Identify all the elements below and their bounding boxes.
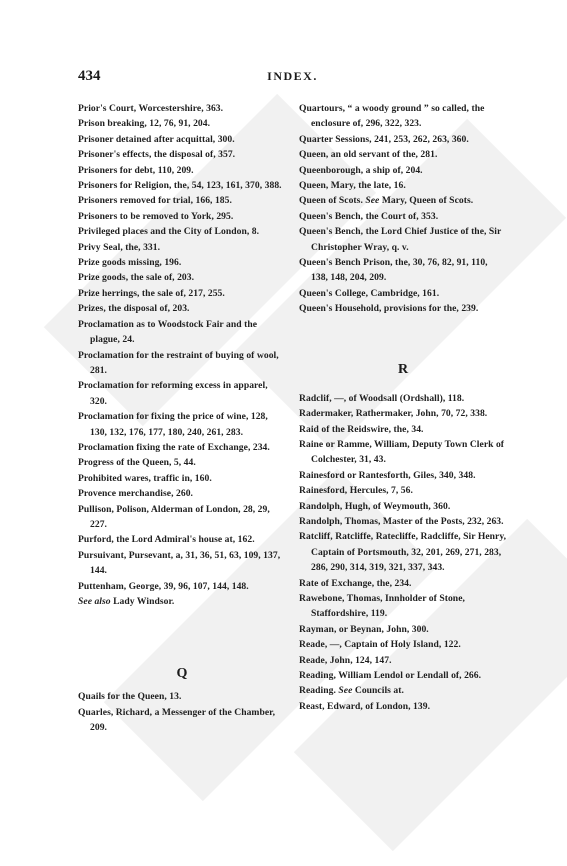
index-entry: Progress of the Queen, 5, 44. — [78, 457, 196, 469]
section-letter-q: Q — [176, 666, 188, 682]
index-entry: Proclamation for the restraint of buying of wool, 281. — [78, 349, 279, 376]
index-entry: Quarter Sessions, 241, 253, 262, 263, 360. — [299, 133, 469, 145]
index-entry: Prior's Court, Worcestershire, 363. — [78, 103, 224, 114]
index-entry: Queen's College, Cambridge, 161. — [299, 287, 440, 299]
index-entry: Prizes, the disposal of, 203. — [78, 303, 190, 315]
index-entry: Queen's Household, provisions for the, 239. — [299, 303, 479, 315]
index-entry: Rate of Exchange, the, 234. — [299, 577, 412, 589]
index-entry: Radclif, —, of Woodsall (Ordshall), 118. — [299, 392, 465, 404]
index-entry: Reading, William Lendol or Lendall of, 266. — [299, 670, 482, 681]
index-entry: Pullison, Polison, Alderman of London, 28, 29, 227. — [78, 503, 270, 530]
index-entry: Reade, —, Captain of Holy Island, 122. — [299, 639, 461, 651]
index-entry: Rainesford, Hercules, 7, 56. — [299, 485, 413, 497]
index-entry: Puttenham, George, 39, 96, 107, 144, 148. — [78, 580, 249, 592]
index-entry: Prize goods missing, 196. — [78, 257, 182, 269]
section-letter-r: R — [397, 361, 409, 377]
see-italic: See — [338, 685, 353, 697]
index-entry: Proclamation as to Woodstock Fair and the plague, 24. — [78, 318, 258, 346]
index-entry: Queen's Bench, the Court of, 353. — [299, 210, 439, 222]
entry-post: Mary, Queen of Scots. — [379, 195, 474, 207]
index-entry: Rawebone, Thomas, Innholder of Stone, Staffordshire, 119. — [299, 592, 465, 620]
index-entry: Quartours, “ a woody ground ” so called, the enclosure of, 296, 322, 323. — [299, 103, 485, 130]
entry-pre: Reading. — [299, 685, 339, 697]
index-entry: Prize herrings, the sale of, 217, 255. — [78, 287, 225, 299]
see-italic: See — [365, 195, 380, 207]
index-entry: Privileged places and the City of London, 8. — [78, 226, 260, 238]
right-entries-d — [299, 699, 507, 714]
left-entries-b — [78, 689, 286, 735]
right-entries-c — [299, 391, 507, 684]
left-entries-a — [78, 101, 286, 594]
index-entry: Proclamation for fixing the price of wine, 128, 130, 132, 176, 177, 180, 240, 261, 283. — [78, 411, 268, 438]
index-entry: Prize goods, the sale of, 203. — [78, 272, 195, 284]
index-entry: Prisoners to be removed to York, 295. — [78, 210, 234, 222]
index-entry-see-also — [78, 594, 286, 609]
index-entry: Prisoner detained after acquittal, 300. — [78, 133, 235, 145]
index-entry: Queen's Bench, the Lord Chief Justice of the, Sir Christopher Wray, q. v. — [299, 226, 502, 253]
index-entry: Queen's Bench Prison, the, 30, 76, 82, 91, 110, 138, 148, 204, 209. — [299, 257, 488, 284]
right-entries-a — [299, 101, 507, 193]
index-entry: Radermaker, Rathermaker, John, 70, 72, 338. — [299, 408, 488, 420]
index-entry: Randolph, Hugh, of Weymouth, 360. — [299, 500, 451, 512]
index-entry: Pursuivant, Pursevant, a, 31, 36, 51, 63, 109, 137, 144. — [78, 549, 281, 577]
index-entry: Rayman, or Beynan, John, 300. — [299, 623, 429, 635]
index-entry: Prison breaking, 12, 76, 91, 204. — [78, 118, 211, 130]
index-entry: Raine or Ramme, William, Deputy Town Clerk of Colchester, 31, 43. — [299, 438, 505, 466]
index-entry: Privy Seal, the, 331. — [78, 241, 161, 253]
index-entry-reading-see — [299, 683, 507, 698]
index-entry: Prohibited wares, traffic in, 160. — [78, 472, 212, 484]
index-entry: Prisoner's effects, the disposal of, 357. — [78, 149, 236, 161]
index-entry: Raid of the Reidswire, the, 34. — [299, 423, 424, 435]
index-entry: Reast, Edward, of London, 139. — [299, 700, 431, 712]
index-entry-queen-of-scots — [299, 193, 507, 208]
index-entry: Provence merchandise, 260. — [78, 488, 193, 500]
index-entry: Quarles, Richard, a Messenger of the Chamber, 209. — [78, 706, 276, 734]
index-entry: Reade, John, 124, 147. — [299, 654, 392, 666]
index-entry: Proclamation for reforming excess in apparel, 320. — [78, 380, 268, 407]
entry-post: Councils at. — [352, 685, 404, 697]
index-entry: Prisoners for debt, 110, 209. — [78, 164, 194, 176]
right-entries-b — [299, 209, 507, 317]
index-entry: Queenborough, a ship of, 204. — [299, 164, 423, 176]
index-entry: Ratcliff, Ratcliffe, Ratecliffe, Radcliffe, Sir Henry, Captain of Portsmouth, 32, 201, 269, 271, 283, 286, 290, 314, 319, 321, 337, 343. — [299, 531, 507, 574]
see-also-rest: Lady Windsor. — [110, 596, 175, 607]
index-entry: Randolph, Thomas, Master of the Posts, 232, 263. — [299, 515, 504, 527]
index-entry: Prisoners for Religion, the, 54, 123, 161, 370, 388. — [78, 180, 282, 192]
index-entry: Purford, the Lord Admiral's house at, 162. — [78, 534, 255, 546]
see-also-italic: See also — [78, 596, 111, 607]
index-entry: Quails for the Queen, 13. — [78, 691, 182, 703]
page-number: 434 — [78, 68, 101, 84]
index-entry: Rainesford or Rantesforth, Giles, 340, 348. — [299, 469, 476, 481]
left-column — [78, 101, 286, 736]
right-column — [299, 101, 507, 714]
page-title: INDEX. — [267, 69, 318, 83]
index-entry: Prisoners removed for trial, 166, 185. — [78, 195, 232, 207]
index-columns — [78, 101, 518, 841]
entry-pre: Queen of Scots. — [299, 195, 366, 207]
page-header — [78, 68, 507, 86]
index-entry: Queen, an old servant of the, 281. — [299, 149, 438, 161]
index-entry: Queen, Mary, the late, 16. — [299, 180, 406, 192]
index-entry: Proclamation fixing the rate of Exchange, 234. — [78, 441, 270, 453]
